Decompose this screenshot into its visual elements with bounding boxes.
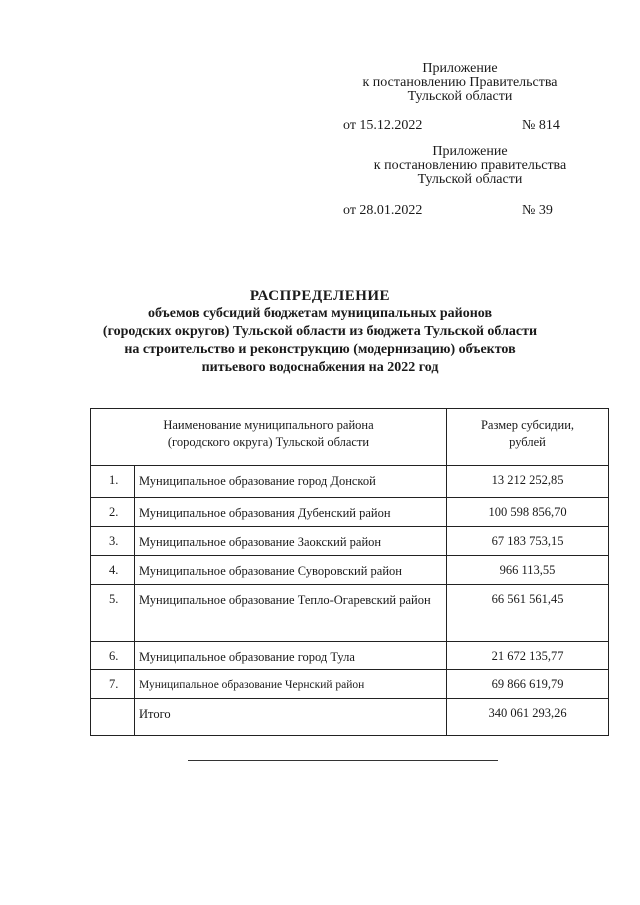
table-row (91, 527, 609, 556)
row-number: 3. (91, 527, 135, 556)
table-row (91, 670, 609, 699)
row-municipality: Муниципальное образование город Донской (135, 466, 447, 498)
table-row (91, 585, 609, 642)
appendix-2-line-1: Приложение (432, 144, 508, 159)
title-line-1: объемов субсидий бюджетам муниципальных районов (147, 306, 493, 321)
row-number: 4. (91, 556, 135, 585)
total-amount: 340 061 293,26 (447, 699, 609, 736)
total-label: Итого (135, 699, 447, 736)
table-row (91, 466, 609, 498)
appendix-2-date: от 28.01.2022 (343, 203, 423, 218)
appendix-header-2 (350, 145, 590, 187)
appendix-2-line-3: Тульской области (417, 172, 523, 187)
table-row (91, 642, 609, 670)
row-subsidy-amount: 21 672 135,77 (447, 642, 609, 670)
appendix-1-line-1: Приложение (422, 61, 498, 76)
row-number: 7. (91, 670, 135, 699)
row-municipality: Муниципальное образование Чернский район (135, 670, 447, 699)
table-row (91, 556, 609, 585)
row-subsidy-amount: 966 113,55 (447, 556, 609, 585)
appendix-1-line-2: к постановлению Правительства (362, 75, 558, 90)
header-sum-line-2: рублей (509, 435, 546, 449)
row-number: 2. (91, 498, 135, 527)
row-municipality: Муниципальное образование Суворовский район (135, 556, 447, 585)
title-main: РАСПРЕДЕЛЕНИЕ (249, 288, 391, 304)
row-number: 5. (91, 585, 135, 642)
title-line-4: питьевого водоснабжения на 2022 год (201, 360, 439, 375)
table-row (91, 498, 609, 527)
document-title (0, 287, 640, 377)
header-name-line-2: (городского округа) Тульской области (167, 435, 370, 449)
header-name-cell (91, 409, 447, 466)
appendix-2-line-2: к постановлению правительства (373, 158, 567, 173)
row-municipality: Муниципальное образование город Тула (135, 642, 447, 670)
title-line-2: (городских округов) Тульской области из бюджета Тульской области (102, 324, 538, 339)
header-name-line-1: Наименование муниципального района (163, 418, 374, 432)
title-line-3: на строительство и реконструкцию (модернизацию) объектов (124, 342, 516, 357)
row-subsidy-amount: 100 598 856,70 (447, 498, 609, 527)
appendix-1-line-3: Тульской области (407, 89, 513, 104)
header-sum-line-1: Размер субсидии, (480, 418, 575, 432)
row-subsidy-amount: 13 212 252,85 (447, 466, 609, 498)
row-municipality: Муниципальное образования Дубенский район (135, 498, 447, 527)
total-number-cell (91, 699, 135, 736)
appendix-header-1 (340, 62, 580, 104)
subsidy-table (90, 408, 609, 736)
closing-separator-line (188, 760, 498, 761)
table-total-row (91, 699, 609, 736)
row-number: 6. (91, 642, 135, 670)
appendix-2-number: № 39 (522, 203, 553, 218)
row-subsidy-amount: 69 866 619,79 (447, 670, 609, 699)
row-subsidy-amount: 67 183 753,15 (447, 527, 609, 556)
row-subsidy-amount: 66 561 561,45 (447, 585, 609, 642)
appendix-1-number: № 814 (522, 118, 560, 133)
row-municipality: Муниципальное образование Заокский район (135, 527, 447, 556)
row-number: 1. (91, 466, 135, 498)
appendix-1-date: от 15.12.2022 (343, 118, 423, 133)
header-sum-cell (447, 409, 609, 466)
row-municipality: Муниципальное образование Тепло-Огаревский район (135, 585, 447, 642)
table-header-row (91, 409, 609, 466)
